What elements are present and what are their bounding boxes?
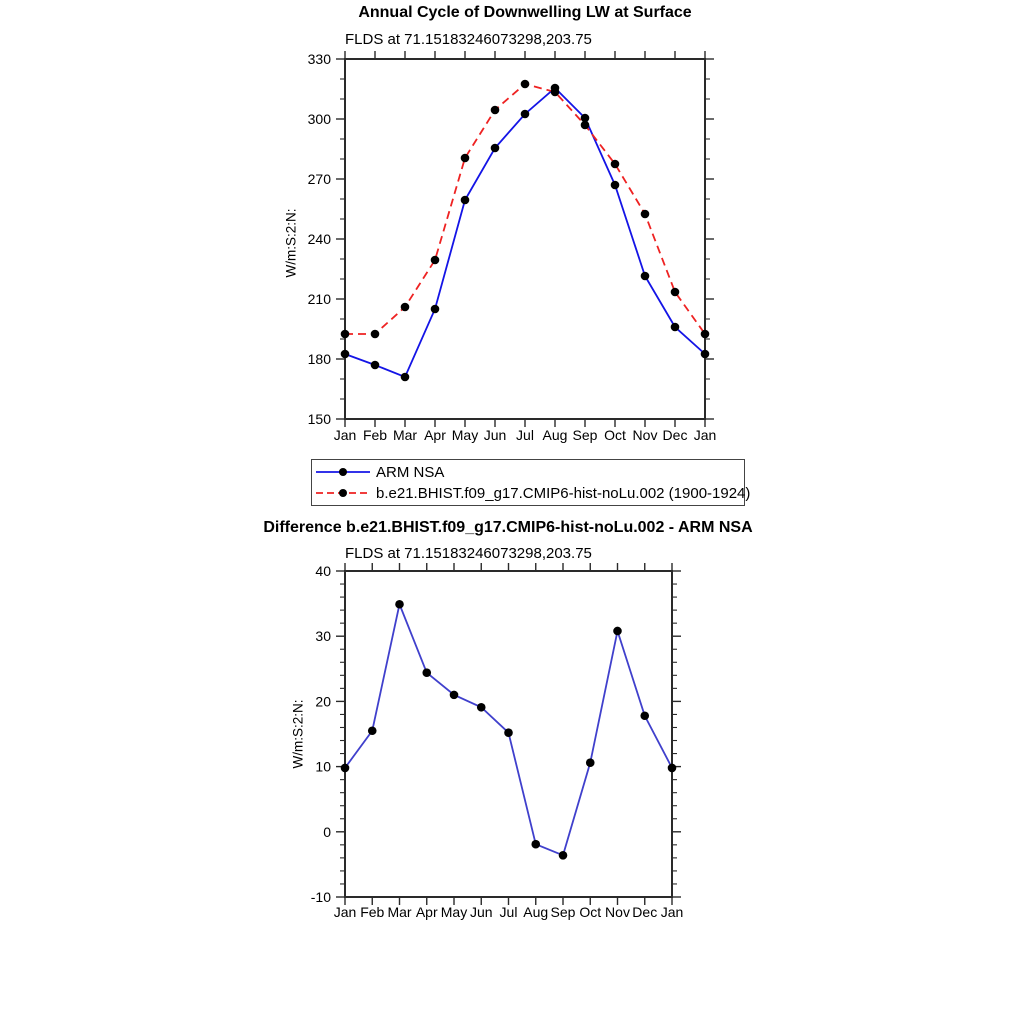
legend-marker-dot <box>339 489 347 497</box>
chart1-x-tick-label: Nov <box>632 427 658 443</box>
chart1-plot <box>308 51 717 443</box>
chart1-x-tick-label: Aug <box>542 427 568 443</box>
data-point-marker <box>422 668 431 677</box>
data-point-marker <box>491 106 500 115</box>
data-point-marker <box>611 160 620 169</box>
chart1-series-1-line <box>345 84 705 334</box>
chart2-series-0-markers <box>341 600 677 860</box>
data-point-marker <box>701 350 710 359</box>
chart2-x-tick-label: Oct <box>579 904 602 920</box>
chart2-y-tick-label: 20 <box>315 693 331 710</box>
chart1-x-tick-label: Jun <box>483 427 507 443</box>
chart2-x-tick-label: Aug <box>523 904 549 920</box>
chart1-y-tick-label: 180 <box>307 351 331 367</box>
chart2-x-tick-label: Apr <box>415 904 438 920</box>
chart2-subtitle: FLDS at 71.15183246073298,203.75 <box>345 545 592 562</box>
data-point-marker <box>521 80 530 89</box>
chart1-x-tick-label: Sep <box>572 427 598 443</box>
chart2-y-tick-label: 40 <box>315 563 331 579</box>
data-point-marker <box>641 210 650 219</box>
chart1-x-tick-label: Jan <box>333 427 357 443</box>
chart1-y-tick-label: 270 <box>307 171 331 187</box>
chart2-x-tick-label: Mar <box>387 904 412 920</box>
chart2-y-axis-label: W/m:S:2:N: <box>290 699 306 769</box>
data-point-marker <box>671 323 680 332</box>
data-point-marker <box>431 256 440 265</box>
data-point-marker <box>371 361 380 370</box>
data-point-marker <box>401 373 410 382</box>
chart1-x-tick-label: Mar <box>392 427 418 443</box>
data-point-marker <box>668 764 677 773</box>
chart2-plot <box>311 563 684 920</box>
chart1-x-tick-label: Apr <box>424 427 446 443</box>
chart2-x-tick-label: Jan <box>660 904 684 920</box>
data-point-marker <box>368 726 377 735</box>
chart2-x-tick-labels <box>334 904 684 920</box>
data-point-marker <box>586 758 595 767</box>
chart1-y-tick-label: 300 <box>307 111 331 127</box>
data-point-marker <box>581 121 590 130</box>
data-point-marker <box>613 627 622 636</box>
chart1-y-tick-label: 240 <box>307 231 331 247</box>
chart1-x-tick-label: Feb <box>362 427 388 443</box>
data-point-marker <box>521 110 530 119</box>
chart2-x-tick-label: Jul <box>499 904 518 920</box>
chart2-x-tick-label: Sep <box>550 904 576 920</box>
data-point-marker <box>461 196 470 205</box>
data-point-marker <box>671 288 680 297</box>
chart1-y-tick-label: 330 <box>307 51 331 67</box>
chart2-x-tick-label: Nov <box>605 904 630 920</box>
data-point-marker <box>640 711 649 720</box>
legend <box>311 459 751 506</box>
chart1-y-tick-label: 150 <box>307 411 331 427</box>
chart1-series-0-line <box>345 88 705 377</box>
data-point-marker <box>341 350 350 359</box>
legend-label-model: b.e21.BHIST.f09_g17.CMIP6-hist-noLu.002 (1900-1924) <box>376 484 751 502</box>
chart1-series-0-markers <box>341 84 710 382</box>
chart1-x-tick-label: Dec <box>662 427 688 443</box>
legend-marker-dot <box>339 468 347 476</box>
chart2-x-tick-label: Feb <box>360 904 385 920</box>
data-point-marker <box>477 703 486 712</box>
data-point-marker <box>461 154 470 163</box>
legend-key-dashed-line <box>314 487 372 499</box>
chart2-x-tick-label: Jun <box>469 904 493 920</box>
legend-item-model <box>314 483 751 503</box>
chart1-series-1-markers <box>341 80 710 339</box>
chart1-x-tick-label: Oct <box>604 427 626 443</box>
chart1-axes <box>336 51 714 427</box>
chart2-x-tick-label: May <box>440 904 468 920</box>
data-point-marker <box>559 851 568 860</box>
data-point-marker <box>611 181 620 190</box>
legend-item-arm-nsa <box>314 462 742 482</box>
data-point-marker <box>504 728 513 737</box>
chart2-y-tick-label: 0 <box>323 823 331 840</box>
data-point-marker <box>551 88 560 97</box>
chart1-x-tick-label: Jan <box>693 427 717 443</box>
chart1-x-tick-label: Jul <box>516 427 534 443</box>
chart2-title: Difference b.e21.BHIST.f09_g17.CMIP6-hist-noLu.002 - ARM NSA <box>263 519 753 536</box>
chart1-title: Annual Cycle of Downwelling LW at Surface <box>358 4 692 21</box>
data-point-marker <box>395 600 404 609</box>
legend-key-solid-line <box>314 466 372 478</box>
data-point-marker <box>401 303 410 312</box>
chart1-subtitle: FLDS at 71.15183246073298,203.75 <box>345 31 592 48</box>
chart2-y-tick-labels <box>311 563 331 905</box>
data-point-marker <box>531 840 540 849</box>
data-point-marker <box>701 330 710 339</box>
data-point-marker <box>450 691 459 700</box>
chart1-y-tick-labels <box>308 51 332 427</box>
data-point-marker <box>371 330 380 339</box>
data-point-marker <box>641 272 650 281</box>
chart2-y-tick-label: 30 <box>315 628 331 645</box>
chart1-y-tick-label: 210 <box>307 291 331 307</box>
data-point-marker <box>341 764 350 773</box>
chart1-y-axis-label: W/m:S:2:N: <box>283 208 299 278</box>
legend-label-arm-nsa: ARM NSA <box>376 463 445 481</box>
data-point-marker <box>491 144 500 153</box>
chart2-y-tick-label: -10 <box>310 889 331 905</box>
chart1-x-tick-label: May <box>451 427 479 443</box>
chart2-y-tick-label: 10 <box>315 758 331 775</box>
data-point-marker <box>341 330 350 339</box>
chart2-x-tick-label: Dec <box>632 904 658 920</box>
data-point-marker <box>431 305 440 314</box>
chart2-x-tick-label: Jan <box>333 904 357 920</box>
chart1-x-tick-labels <box>334 427 717 443</box>
